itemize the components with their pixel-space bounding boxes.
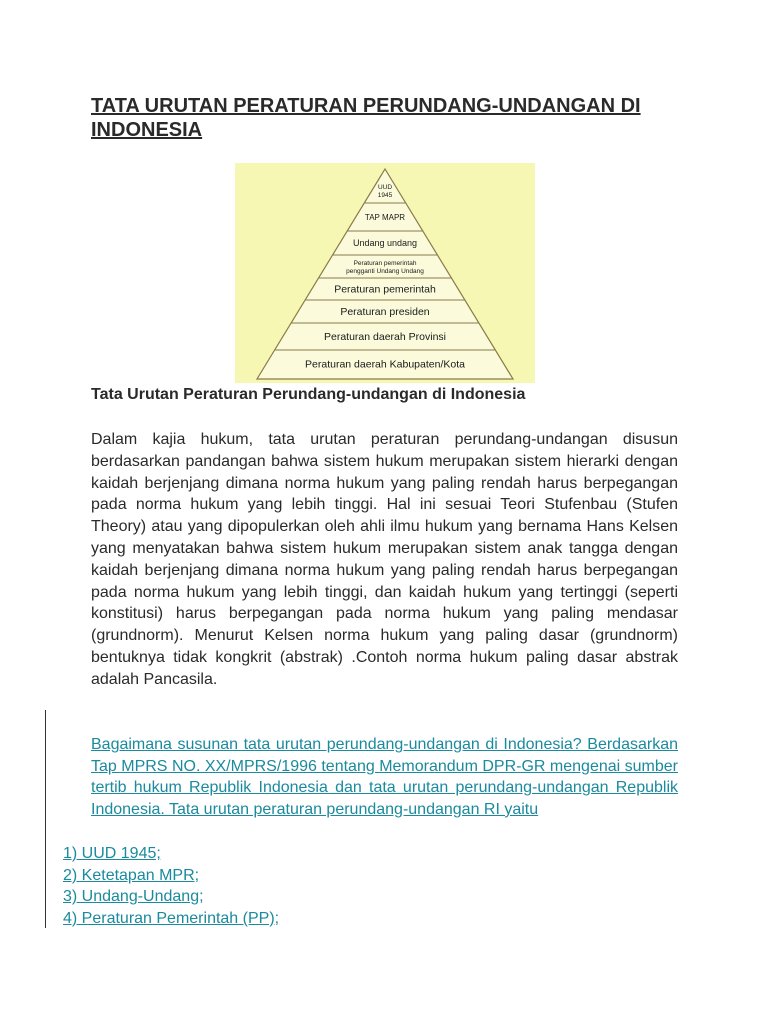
hierarchy-list <box>63 843 279 929</box>
image-caption: Tata Urutan Peraturan Perundang-undangan di Indonesia <box>91 386 526 403</box>
pyramid-level-label: Undang undang <box>352 238 418 249</box>
pyramid-diagram <box>235 163 535 383</box>
margin-line <box>45 710 46 928</box>
list-item[interactable]: 4) Peraturan Pemerintah (PP); <box>63 909 280 927</box>
hierarchy-pyramid-image <box>235 163 535 383</box>
pyramid-level-label: Peraturan pemerintah pengganti Undang Undang <box>346 260 424 275</box>
pyramid-level-label: Peraturan pemerintah <box>334 283 436 296</box>
page-title: TATA URUTAN PERATURAN PERUNDANG-UNDANGAN DI INDONESIA <box>91 95 641 141</box>
pyramid-level-label: Peraturan daerah Kabupaten/Kota <box>305 358 465 371</box>
pyramid-level-label: Peraturan daerah Provinsi <box>324 331 446 344</box>
body-paragraph: Dalam kajia hukum, tata urutan peraturan perundang-undangan disusun berdasarkan pandangan bahwa sistem hukum merupakan sistem hierarki dengan kaidah berjenjang dimana norma hukum yang paling rendah harus berpegangan pada norma hukum yang lebih tinggi. Hal ini sesuai Teori Stufenbau (Stufen Theory) atau yang dipopulerkan oleh ahli ilmu hukum yang bernama Hans Kelsen yang menyatakan bahwa sistem hukum merupakan sistem anak tangga dengan kaidah berjenjang dimana norma hukum yang paling rendah harus berpegangan pada norma hukum yang lebih tinggi, dan kaidah hukum yang tertinggi (seperti konstitusi) harus berpegangan pada norma hukum yang paling mendasar (grundnorm). Menurut Kelsen norma hukum yang paling dasar (grundnorm) bentuknya tidak kongkrit (abstrak) .Contoh norma hukum paling dasar abstrak adalah Pancasila. <box>91 431 678 688</box>
list-item[interactable]: 3) Undang-Undang; <box>63 888 204 906</box>
list-item[interactable]: 1) UUD 1945; <box>63 845 161 862</box>
pyramid-level-label: TAP MAPR <box>364 212 406 222</box>
pyramid-level-label: Peraturan presiden <box>340 306 430 319</box>
intro-link-paragraph[interactable]: Bagaimana susunan tata urutan perundang-undangan di Indonesia? Berdasarkan Tap MPRS NO. XX/MPRS/1996 tentang Memorandum DPR-GR mengenai sumber tertib hukum Republik Indonesia dan tata urutan perundang-undangan Republik Indonesia. Tata urutan peraturan perundang-undangan RI yaitu <box>91 736 678 818</box>
pyramid-level-label: UUD 1945 <box>377 184 393 199</box>
list-item[interactable]: 2) Ketetapan MPR; <box>63 866 200 884</box>
